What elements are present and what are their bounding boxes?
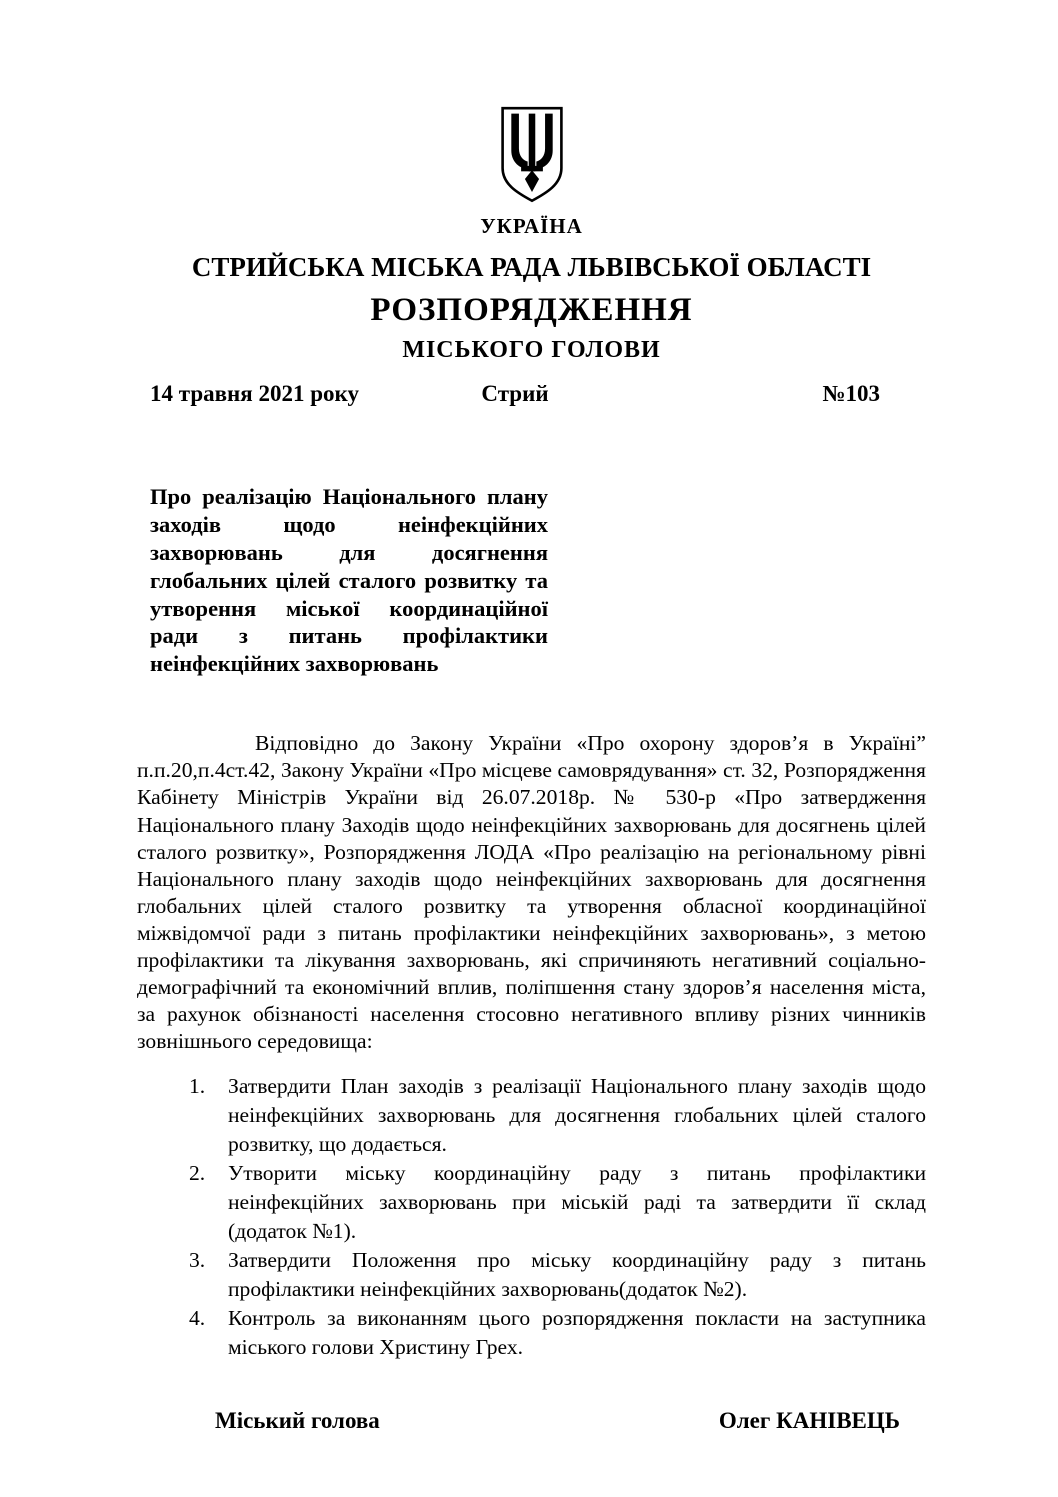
document-place: Стрий	[481, 381, 549, 406]
list-item-number: 1.	[189, 1074, 206, 1099]
document-subtype-title: МІСЬКОГО ГОЛОВИ	[402, 337, 661, 363]
list-item-text: Затвердити Положення про міську координаційну раду з питань профілактики неінфекційних захворювань(додаток №2).	[228, 1247, 926, 1301]
list-item-number: 3.	[189, 1247, 206, 1272]
country-label: УКРАЇНА	[480, 214, 583, 238]
list-item	[189, 1072, 926, 1159]
signature-title: Міський голова	[215, 1407, 380, 1433]
list-item-text: Контроль за виконанням цього розпорядження покласти на заступника міського голови Христину Грех.	[228, 1305, 926, 1359]
document-meta-row	[137, 381, 926, 407]
list-item-number: 4.	[189, 1305, 206, 1330]
document-number: №103	[822, 381, 880, 406]
council-name: СТРИЙСЬКА МІСЬКА РАДА ЛЬВІВСЬКОЇ ОБЛАСТІ	[191, 252, 872, 282]
signature-name: Олег КАНІВЕЦЬ	[718, 1407, 900, 1433]
document-subject: Про реалізацію Національного плану заходів щодо неінфекційних захворювань для досягнення глобальних цілей сталого розвитку та утворення міської координаційної ради з питань профілактики неінфекційних захворювань	[150, 484, 548, 677]
signature-row	[137, 1408, 926, 1434]
document-type-title: РОЗПОРЯДЖЕННЯ	[370, 292, 693, 328]
emblem-container	[137, 106, 926, 204]
list-item-number: 2.	[189, 1161, 206, 1186]
document-header	[137, 106, 926, 364]
list-item-text: Утворити міську координаційну раду з питань профілактики неінфекційних захворювань при міській раді та затвердити її склад (додаток №1).	[228, 1161, 926, 1243]
preamble-paragraph: Відповідно до Закону України «Про охорону здоров’я в Україні” п.п.20,п.4ст.42, Закону України «Про місцеве самоврядування» ст. 32, Розпорядження Кабінету Міністрів України від 26.07.2018р. № 530-р «Про затвердження Національного плану Заходів щодо неінфекційних захворювань для досягнень цілей сталого розвитку», Розпорядження ЛОДА «Про реалізацію на регіональному рівні Національного плану заходів щодо неінфекційних захворювань для досягнення глобальних цілей сталого розвитку та утворення обласної координаційної міжвідомчої ради з питань профілактики неінфекційних захворювань», з метою профілактики та лікування захворювань, які спричиняють негативний соціально-демографічний та економічний вплив, поліпшення стану здоров’я населення міста, за рахунок обізнаності населення стосовно негативного впливу різних чинників зовнішнього середовища:	[137, 731, 926, 1054]
list-item-text: Затвердити План заходів з реалізації Національного плану заходів щодо неінфекційних захворювань для досягнення глобальних цілей сталого розвитку, що додається.	[228, 1074, 926, 1157]
resolution-list	[137, 1072, 926, 1361]
list-item	[189, 1304, 926, 1362]
document-date: 14 травня 2021 року	[150, 381, 359, 406]
list-item	[189, 1246, 926, 1304]
list-item	[189, 1159, 926, 1246]
ukraine-trident-icon	[499, 106, 565, 204]
